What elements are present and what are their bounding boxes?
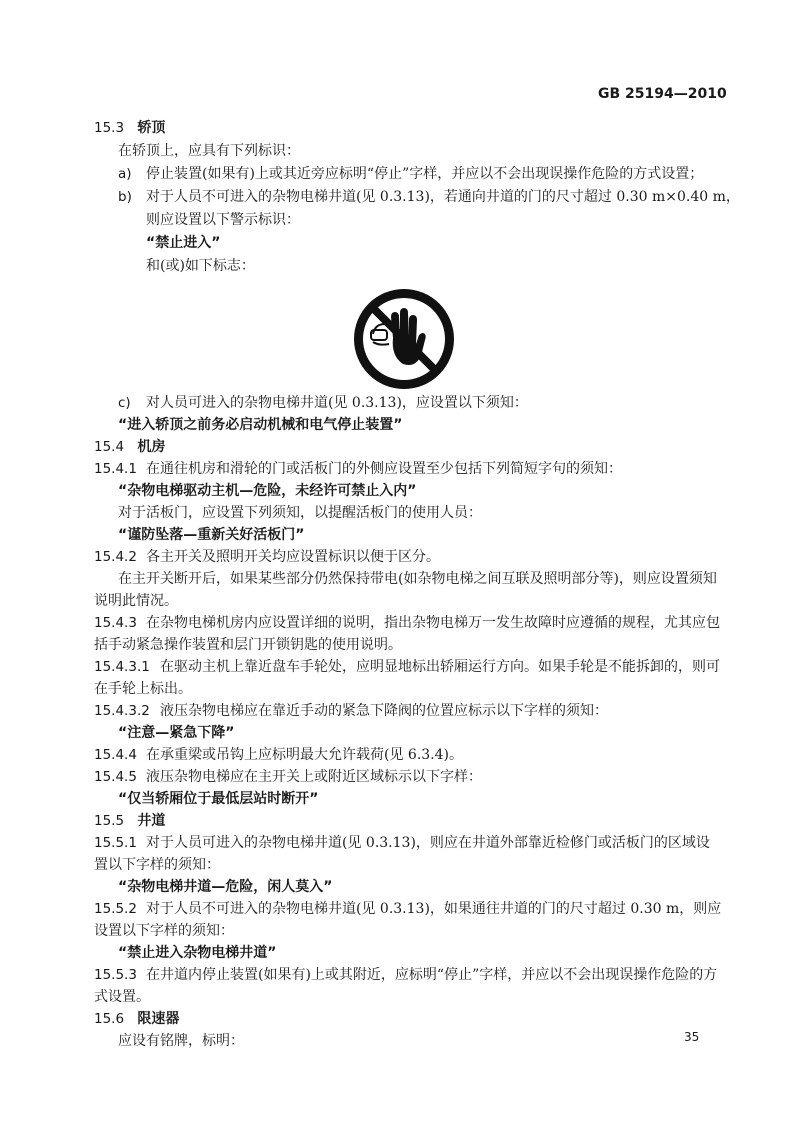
- clause-number: 15.5: [94, 813, 125, 829]
- clause: [94, 965, 717, 985]
- notice-text: “杂物电梯驱动主机—危险，未经许可禁止入内”: [118, 483, 417, 499]
- text-line: 在主开关断开后，如果某些部分仍然保持带电(如杂物电梯之间互联及照明部分等)，则应设置须知: [118, 571, 717, 587]
- clause: [94, 459, 622, 479]
- clause-title: 限速器: [137, 1011, 180, 1027]
- clause-title: 井道: [137, 813, 166, 829]
- clause-number: 15.5.1: [94, 835, 137, 851]
- clause: [94, 547, 440, 567]
- notice-text: “杂物电梯井道—危险，闲人莫入”: [118, 879, 333, 895]
- clause-number: 15.4.3: [94, 615, 137, 631]
- list-item: [118, 164, 703, 184]
- clause: [94, 701, 608, 721]
- clause-number: 15.4.3.1: [94, 659, 150, 675]
- no-entry-hand-icon: [351, 286, 457, 392]
- clause-title: 机房: [137, 439, 166, 455]
- clause: [94, 657, 720, 677]
- clause-number: 15.4.5: [94, 769, 137, 785]
- clause-number: 15.4.3.2: [94, 703, 150, 719]
- notice-text: “仅当轿厢位于最低层站时断开”: [118, 791, 319, 807]
- list-marker: a): [118, 166, 132, 182]
- clause-number: 15.6: [94, 1011, 125, 1027]
- page-number: 35: [684, 1030, 700, 1044]
- clause-number: 15.4: [94, 439, 125, 455]
- text-line: 说明此情况。: [94, 593, 178, 609]
- clause-text: 在杂物电梯机房内应设置详细的说明，指出杂物电梯万一发生故障时应遵循的规程，尤其应包: [146, 615, 720, 631]
- section-heading: [94, 811, 165, 831]
- text-line: 式设置。: [94, 989, 150, 1005]
- clause: [94, 899, 721, 919]
- text-line: 在轿顶上，应具有下列标识：: [118, 143, 300, 159]
- clause-text: 液压杂物电梯应在主开关上或附近区域标示以下字样：: [146, 769, 482, 785]
- clause-number: 15.4.2: [94, 549, 137, 565]
- notice-text: “谨防坠落—重新关好活板门”: [118, 527, 305, 543]
- notice-text: “进入轿顶之前务必启动机械和电气停止装置”: [118, 417, 403, 433]
- notice-text: “禁止进入杂物电梯井道”: [118, 945, 277, 961]
- section-heading: [94, 1009, 179, 1029]
- clause-number: 15.5.2: [94, 901, 137, 917]
- list-marker: b): [118, 189, 132, 205]
- clause-number: 15.5.3: [94, 967, 137, 983]
- clause-number: 15.4.1: [94, 461, 137, 477]
- list-item: [118, 187, 740, 207]
- list-item: [118, 393, 528, 413]
- text-line: 应设有铭牌，标明：: [118, 1033, 244, 1049]
- clause-number: 15.4.4: [94, 747, 137, 763]
- clause: [94, 613, 720, 633]
- section-heading: [94, 437, 165, 457]
- clause: [94, 767, 482, 787]
- list-item-text: 对于人员不可进入的杂物电梯井道(见 0.3.13)，若通向井道的门的尺寸超过 0.30 m×0.40 m，: [146, 189, 740, 205]
- clause-number: 15.3: [94, 120, 125, 136]
- notice-text: “禁止进入”: [146, 235, 221, 251]
- clause-text: 在承重梁或吊钩上应标明最大允许载荷(见 6.3.4)。: [146, 747, 463, 763]
- clause: [94, 745, 463, 765]
- clause: [94, 833, 710, 853]
- text-line: 对于活板门，应设置下列须知，以提醒活板门的使用人员：: [118, 505, 482, 521]
- text-line: 则应设置以下警示标识：: [146, 212, 300, 228]
- clause-text: 液压杂物电梯应在靠近手动的紧急下降阀的位置应标示以下字样的须知：: [160, 703, 608, 719]
- text-line: 括手动紧急操作装置和层门开锁钥匙的使用说明。: [94, 637, 402, 653]
- clause-text: 对于人员可进入的杂物电梯井道(见 0.3.13)，则应在井道外部靠近检修门或活板门的区域设: [146, 835, 710, 851]
- text-line: 在手轮上标出。: [94, 681, 192, 697]
- text-line: 置以下字样的须知：: [94, 857, 220, 873]
- list-item-text: 对人员可进入的杂物电梯井道(见 0.3.13)，应设置以下须知：: [146, 395, 528, 411]
- standard-number: GB 25194—2010: [598, 86, 727, 102]
- list-item-text: 停止装置(如果有)上或其近旁应标明“停止”字样，并应以不会出现误操作危险的方式设置；: [146, 166, 704, 182]
- list-marker: c): [118, 395, 131, 411]
- clause-text: 在驱动主机上靠近盘车手轮处，应明显地标出轿厢运行方向。如果手轮是不能拆卸的，则可: [160, 659, 720, 675]
- clause-text: 在通往机房和滑轮的门或活板门的外侧应设置至少包括下列简短字句的须知：: [146, 461, 622, 477]
- clause-title: 轿顶: [137, 120, 166, 136]
- notice-text: “注意—紧急下降”: [118, 725, 235, 741]
- clause-text: 在井道内停止装置(如果有)上或其附近，应标明“停止”字样，并应以不会出现误操作危险的方: [146, 967, 718, 983]
- section-heading: [94, 118, 165, 138]
- clause-text: 各主开关及照明开关均应设置标识以便于区分。: [146, 549, 440, 565]
- clause-text: 对于人员不可进入的杂物电梯井道(见 0.3.13)，如果通往井道的门的尺寸超过 0.30 m，则应: [146, 901, 722, 917]
- text-line: 设置以下字样的须知：: [94, 923, 234, 939]
- text-line: 和(或)如下标志：: [146, 258, 255, 274]
